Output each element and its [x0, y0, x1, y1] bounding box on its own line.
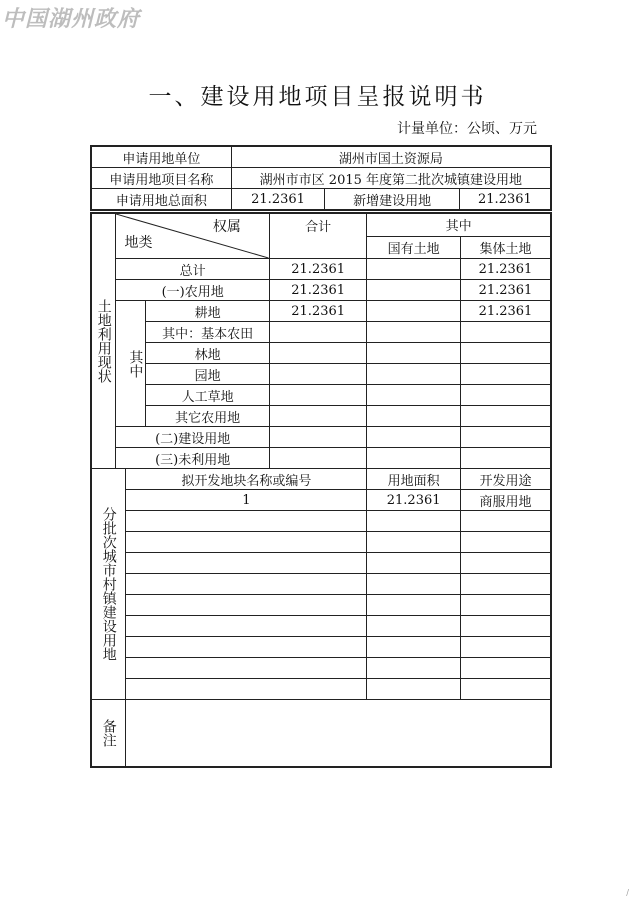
- plot-name: [126, 574, 367, 595]
- remarks-label: 备注: [91, 700, 126, 768]
- row-total: 21.2361: [269, 301, 366, 322]
- plot-area: [367, 679, 461, 700]
- plot-area: [367, 532, 461, 553]
- row-state: [367, 406, 461, 427]
- plot-area: [367, 574, 461, 595]
- new-area-label: 新增建设用地: [325, 189, 459, 211]
- col-plot-area-header: 用地面积: [367, 469, 461, 490]
- row-total: [269, 364, 366, 385]
- plot-use: [460, 616, 551, 637]
- table-row: [91, 364, 551, 385]
- col-total-header: 合计: [269, 213, 366, 259]
- plot-use: [460, 553, 551, 574]
- table-row: [91, 448, 551, 469]
- plot-name: [126, 511, 367, 532]
- row-state: [367, 322, 461, 343]
- plot-use: [460, 637, 551, 658]
- among-label: 其中: [116, 301, 146, 427]
- table-row: [91, 280, 551, 301]
- row-state: [367, 385, 461, 406]
- row-state: [367, 301, 461, 322]
- plot-use: [460, 658, 551, 679]
- row-label: 耕地: [146, 301, 270, 322]
- row-state: [367, 364, 461, 385]
- row-label: 林地: [146, 343, 270, 364]
- row-total: 21.2361: [269, 280, 366, 301]
- area-value: 21.2361: [231, 189, 325, 211]
- unit-note: 计量单位：公顷、万元: [397, 121, 537, 137]
- applicant-value: 湖州市国土资源局: [231, 146, 551, 168]
- remarks-content: [126, 700, 551, 768]
- plot-area: 21.2361: [367, 490, 461, 511]
- project-label: 申请用地项目名称: [91, 168, 231, 189]
- corner-header: [116, 213, 269, 259]
- plot-name: 1: [126, 490, 367, 511]
- plot-use: [460, 574, 551, 595]
- col-collective-header: 集体土地: [460, 236, 551, 258]
- row-total: [269, 448, 366, 469]
- table-row: [91, 658, 551, 679]
- plot-area: [367, 637, 461, 658]
- table-row: [91, 574, 551, 595]
- row-total: [269, 406, 366, 427]
- table-row: [91, 343, 551, 364]
- table-row: [91, 301, 551, 322]
- row-total: 21.2361: [269, 259, 366, 280]
- row-total: [269, 343, 366, 364]
- row-collective: 21.2361: [460, 280, 551, 301]
- row-collective: [460, 322, 551, 343]
- col-plot-name-header: 拟开发地块名称或编号: [126, 469, 367, 490]
- table-row: [91, 406, 551, 427]
- page-corner-mark: /: [626, 888, 629, 897]
- plot-area: [367, 616, 461, 637]
- row-state: [367, 427, 461, 448]
- row-label: 总计: [116, 259, 269, 280]
- new-area-value: 21.2361: [459, 189, 551, 211]
- row-collective: [460, 406, 551, 427]
- row-state: [367, 280, 461, 301]
- row-collective: 21.2361: [460, 259, 551, 280]
- row-total: [269, 385, 366, 406]
- row-state: [367, 343, 461, 364]
- table-row: [91, 427, 551, 448]
- table-row: [91, 637, 551, 658]
- plot-name: [126, 637, 367, 658]
- table-row: [91, 595, 551, 616]
- table-row: [91, 259, 551, 280]
- row-label: 其中：基本农田: [146, 322, 270, 343]
- plot-use: [460, 511, 551, 532]
- row-total: [269, 427, 366, 448]
- row-collective: 21.2361: [460, 301, 551, 322]
- document-title: 一、建设用地项目呈报说明书: [148, 84, 487, 110]
- row-label: 人工草地: [146, 385, 270, 406]
- col-state-header: 国有土地: [367, 236, 461, 258]
- row-label: 园地: [146, 364, 270, 385]
- plot-area: [367, 658, 461, 679]
- plot-use: [460, 679, 551, 700]
- table-row: [91, 322, 551, 343]
- project-header-table: [90, 145, 552, 211]
- area-label: 申请用地总面积: [91, 189, 231, 211]
- table-row: [91, 385, 551, 406]
- applicant-label: 申请用地单位: [91, 146, 231, 168]
- project-value: 湖州市市区 2015 年度第二批次城镇建设用地: [231, 168, 551, 189]
- table-row: [91, 511, 551, 532]
- row-label: (二)建设用地: [116, 427, 269, 448]
- row-label: (三)未利用地: [116, 448, 269, 469]
- plot-area: [367, 553, 461, 574]
- plot-name: [126, 616, 367, 637]
- row-collective: [460, 343, 551, 364]
- corner-landtype: 地类: [124, 235, 153, 251]
- plot-name: [126, 658, 367, 679]
- col-plot-use-header: 开发用途: [460, 469, 551, 490]
- plot-use: [460, 532, 551, 553]
- table-row: [91, 679, 551, 700]
- land-section-label: 土地利用现状: [91, 213, 116, 469]
- table-row: [91, 616, 551, 637]
- row-collective: [460, 385, 551, 406]
- watermark: 中国湖州政府: [2, 7, 141, 32]
- table-row: [91, 532, 551, 553]
- plot-name: [126, 532, 367, 553]
- plot-use: 商服用地: [460, 490, 551, 511]
- plot-name: [126, 679, 367, 700]
- row-collective: [460, 448, 551, 469]
- row-total: [269, 322, 366, 343]
- table-row: [91, 553, 551, 574]
- plot-use: [460, 595, 551, 616]
- plot-area: [367, 511, 461, 532]
- land-use-table: [90, 212, 552, 768]
- corner-ownership: 权属: [212, 219, 241, 235]
- col-among-header: 其中: [367, 213, 551, 236]
- row-collective: [460, 364, 551, 385]
- row-collective: [460, 427, 551, 448]
- batch-section-label: 分批次城市村镇建设用地: [91, 469, 126, 700]
- row-state: [367, 448, 461, 469]
- row-label: 其它农用地: [146, 406, 270, 427]
- table-row: [91, 490, 551, 511]
- plot-name: [126, 595, 367, 616]
- plot-name: [126, 553, 367, 574]
- plot-area: [367, 595, 461, 616]
- row-label: (一)农用地: [116, 280, 269, 301]
- row-state: [367, 259, 461, 280]
